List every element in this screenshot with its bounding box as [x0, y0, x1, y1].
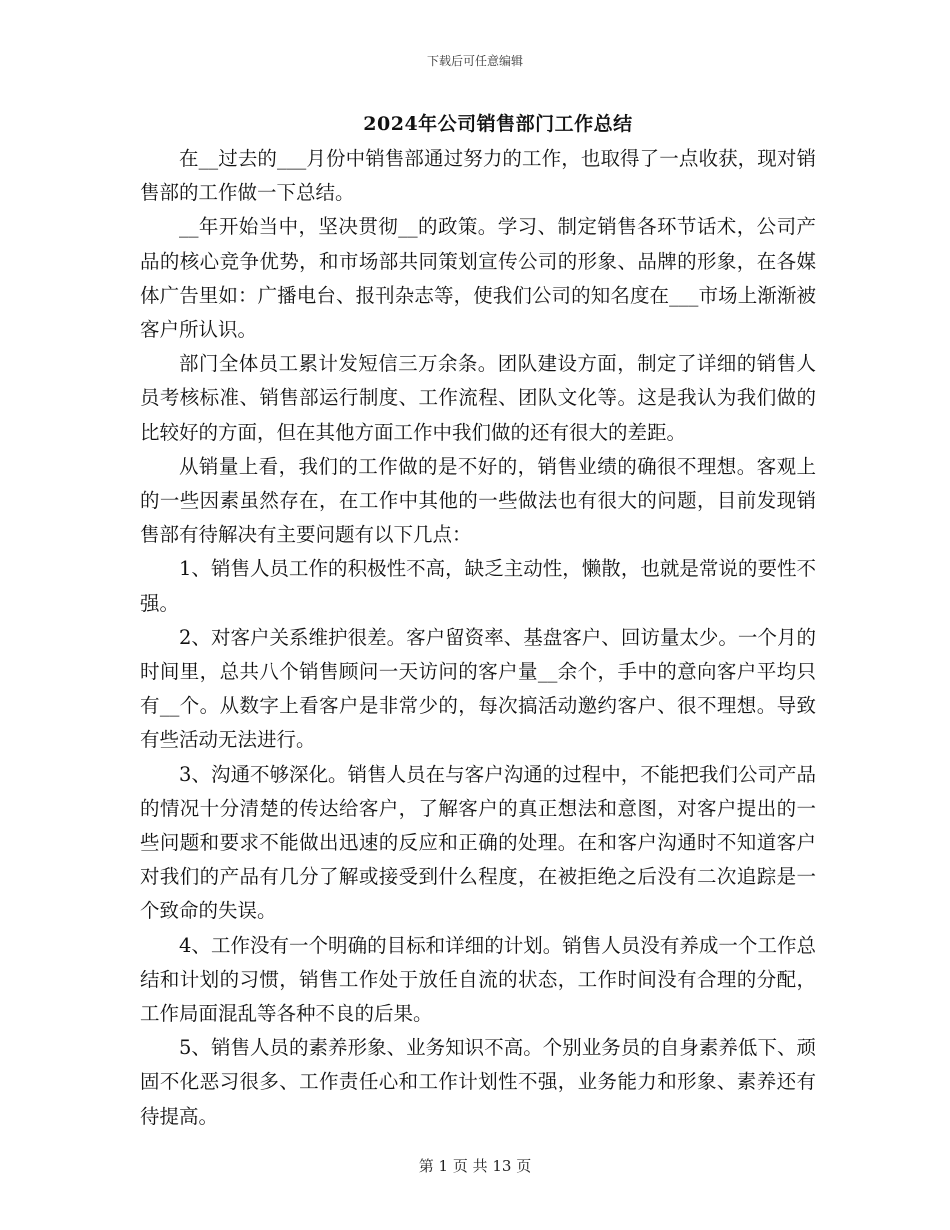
paragraph-issue-3: 3、沟通不够深化。销售人员在与客户沟通的过程中，不能把我们公司产品的情况十分清楚的传达给客户，了解客户的真正想法和意图，对客户提出的一些问题和要求不能做出迅速的反应和正确的处理。在和客户沟通时不知道客户对我们的产品有几分了解或接受到什么程度，在被拒绝之后没有二次追踪是一个致命的失误。 [140, 762, 816, 923]
page-header-note: 下载后可任意编辑 [426, 54, 523, 68]
paragraph-team: 部门全体员工累计发短信三万余条。团队建设方面，制定了详细的销售人员考核标准、销售部运行制度、工作流程、团队文化等。这是我认为我们做的比较好的方面，但在其他方面工作中我们做的还有很大的差距。 [140, 352, 816, 444]
paragraph-policy: __年开始当中，坚决贯彻__的政策。学习、制定销售各环节话术，公司产品的核心竞争优势，和市场部共同策划宣传公司的形象、品牌的形象，在各媒体广告里如：广播电台、报刊杂志等，使我们公司的知名度在___市场上渐渐被客户所认识。 [140, 215, 816, 342]
page-number: 第 1 页 共 13 页 [418, 1157, 532, 1175]
document-body [140, 142, 816, 1134]
paragraph-issue-5: 5、销售人员的素养形象、业务知识不高。个别业务员的自身素养低下、顽固不化恶习很多、工作责任心和工作计划性不强，业务能力和形象、素养还有待提高。 [140, 1036, 816, 1128]
paragraph-intro: 在__过去的___月份中销售部通过努力的工作，也取得了一点收获，现对销售部的工作做一下总结。 [140, 147, 816, 205]
paragraph-issue-2: 2、对客户关系维护很差。客户留资率、基盘客户、回访量太少。一个月的时间里，总共八个销售顾问一天访问的客户量__余个，手中的意向客户平均只有__个。从数字上看客户是非常少的，每次搞活动邀约客户、很不理想。导致有些活动无法进行。 [140, 625, 816, 752]
paragraph-issue-1: 1、销售人员工作的积极性不高，缺乏主动性，懒散，也就是常说的要性不强。 [140, 557, 816, 615]
paragraph-issue-4: 4、工作没有一个明确的目标和详细的计划。销售人员没有养成一个工作总结和计划的习惯，销售工作处于放任自流的状态，工作时间没有合理的分配，工作局面混乱等各种不良的后果。 [140, 933, 816, 1026]
document-title: 2024年公司销售部门工作总结 [363, 113, 633, 135]
paragraph-sales-volume: 从销量上看，我们的工作做的是不好的，销售业绩的确很不理想。客观上的一些因素虽然存在，在工作中其他的一些做法也有很大的问题，目前发现销售部有待解决有主要问题有以下几点： [140, 454, 816, 547]
